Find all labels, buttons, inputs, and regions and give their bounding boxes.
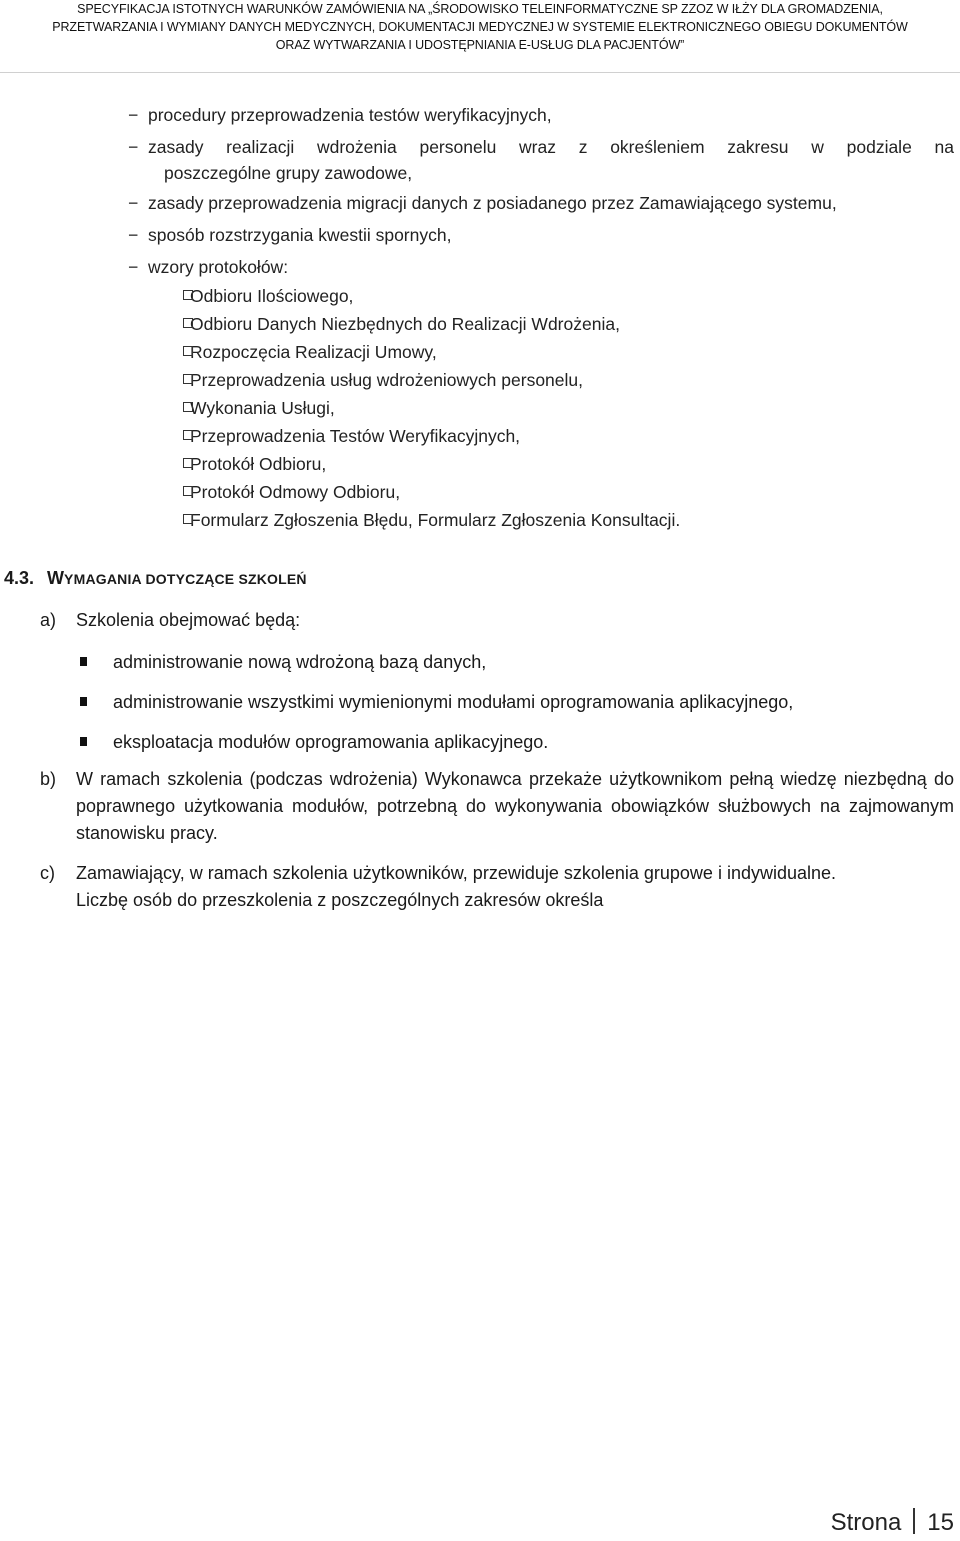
header-divider — [0, 72, 960, 73]
word: określa — [545, 890, 604, 910]
protocol-item — [148, 366, 954, 394]
protocol-item-text: Odbioru Ilościowego, — [190, 286, 354, 306]
paragraph-label: a) — [40, 610, 57, 630]
protocol-item-text: Przeprowadzenia Testów Weryfikacyjnych, — [190, 426, 521, 446]
protocol-item — [148, 450, 954, 478]
dash-item-text: sposób rozstrzygania kwestii spornych, — [148, 225, 452, 245]
header-line-1: SPECYFIKACJA ISTOTNYCH WARUNKÓW ZAMÓWIENIA NA „ŚRODOWISKO TELEINFORMATYCZNE SP ZZOZ W IŁŻY DLA GROMADZENIA, — [77, 2, 883, 16]
dash-marker: − — [128, 105, 139, 125]
protocol-item — [148, 282, 954, 310]
dash-item — [128, 102, 954, 128]
checkbox-bullet-icon — [183, 486, 193, 496]
section-title — [47, 568, 307, 588]
dash-marker: − — [128, 137, 139, 157]
dash-item — [128, 254, 954, 534]
protocol-item-text: Przeprowadzenia usług wdrożeniowych personelu, — [190, 370, 583, 390]
section-number: 4.3. — [4, 568, 35, 588]
dash-item-text: zasady przeprowadzenia migracji danych z posiadanego przez Zamawiającego systemu, — [148, 193, 837, 213]
paragraph-text: W ramach szkolenia (podczas wdrożenia) Wykonawca przekaże użytkownikom pełną wiedzę niezbędną do poprawnego użytkowania modułów, potrzebną do wykonywania obowiązków służbowych na zajmowanym stanowisku pracy. — [76, 769, 954, 843]
list-item — [80, 722, 940, 762]
paragraph-text-justified-line — [76, 887, 954, 914]
footer-separator — [913, 1508, 915, 1534]
dash-marker: − — [128, 257, 139, 277]
list-item — [80, 642, 940, 682]
list-item-text: administrowanie nową wdrożoną bazą danych, — [113, 652, 487, 672]
checkbox-bullet-icon — [183, 346, 193, 356]
dash-item — [128, 222, 954, 248]
section-heading — [4, 568, 307, 589]
protocol-item — [148, 478, 954, 506]
checkbox-bullet-icon — [183, 318, 193, 328]
checkbox-bullet-icon — [183, 430, 193, 440]
list-item-text: administrowanie wszystkimi wymienionymi modułami oprogramowania aplikacyjnego, — [113, 692, 794, 712]
protocol-item-text: Odbioru Danych Niezbędnych do Realizacji Wdrożenia, — [190, 314, 620, 334]
paragraph-b — [40, 766, 954, 847]
word: zakresów — [464, 890, 541, 910]
dash-item-text: procedury przeprowadzenia testów weryfikacyjnych, — [148, 105, 552, 125]
training-scope-list — [80, 642, 940, 762]
checkbox-bullet-icon — [183, 374, 193, 384]
page-number: 15 — [927, 1509, 954, 1536]
protocol-item-text: Formularz Zgłoszenia Błędu, Formularz Zgłoszenia Konsultacji. — [190, 510, 681, 530]
word: do — [177, 890, 198, 910]
paragraph-text: Zamawiający, w ramach szkolenia użytkowników, przewiduje szkolenia grupowe i indywidualne. — [76, 863, 837, 883]
paragraph-c — [40, 860, 954, 914]
list-item — [80, 682, 940, 722]
dash-item-text: zasady realizacji wdrożenia personelu wraz z określeniem zakresu w podziale na — [148, 137, 954, 157]
word: Liczbę — [76, 890, 129, 910]
paragraph-text: Szkolenia obejmować będą: — [76, 610, 301, 630]
protocol-item-text: Protokół Odmowy Odbioru, — [190, 482, 401, 502]
checkbox-bullet-icon — [183, 290, 193, 300]
square-bullet-icon — [80, 697, 87, 706]
protocol-item — [148, 422, 954, 450]
protocol-item — [148, 506, 954, 534]
protocol-item-text: Wykonania Usługi, — [190, 398, 335, 418]
page-footer — [831, 1508, 954, 1537]
dash-item — [128, 190, 954, 216]
protocol-item-text: Protokół Odbioru, — [190, 454, 327, 474]
protocol-item — [148, 394, 954, 422]
protocol-item — [148, 310, 954, 338]
paragraph-label: b) — [40, 769, 57, 789]
page-label: Strona — [830, 1509, 902, 1536]
section-title-initial: W — [47, 568, 65, 588]
square-bullet-icon — [80, 737, 87, 746]
dash-marker: − — [128, 225, 139, 245]
protocol-item — [148, 338, 954, 366]
checkbox-bullet-icon — [183, 402, 193, 412]
word: poszczególnych — [331, 890, 460, 910]
checkbox-bullet-icon — [183, 514, 193, 524]
paragraph-label: c) — [40, 863, 55, 883]
protocol-list — [148, 282, 954, 534]
list-item-text: eksploatacja modułów oprogramowania aplikacyjnego. — [113, 732, 549, 752]
dash-item-text: wzory protokołów: — [148, 257, 289, 277]
header-line-3: ORAZ WYTWARZANIA I UDOSTĘPNIANIA E-USŁUG DLA PACJENTÓW” — [275, 38, 685, 52]
checkbox-bullet-icon — [183, 458, 193, 468]
dash-item — [128, 134, 954, 186]
square-bullet-icon — [80, 657, 87, 666]
document-header — [0, 0, 960, 54]
dash-list — [128, 102, 954, 538]
word: z — [317, 890, 327, 910]
protocol-item-text: Rozpoczęcia Realizacji Umowy, — [190, 342, 437, 362]
dash-item-text-continued: poszczególne grupy zawodowe, — [164, 163, 413, 183]
word: przeszkolenia — [202, 890, 313, 910]
paragraph-a — [40, 607, 954, 634]
dash-marker: − — [128, 193, 139, 213]
word: osób — [133, 890, 173, 910]
section-title-rest: YMAGANIA DOTYCZĄCE SZKOLEŃ — [64, 571, 307, 587]
header-line-2: PRZETWARZANIA I WYMIANY DANYCH MEDYCZNYCH, DOKUMENTACJI MEDYCZNEJ W SYSTEMIE ELEKTRONICZNEGO OBIEGU DOKUMENTÓW — [52, 20, 908, 34]
